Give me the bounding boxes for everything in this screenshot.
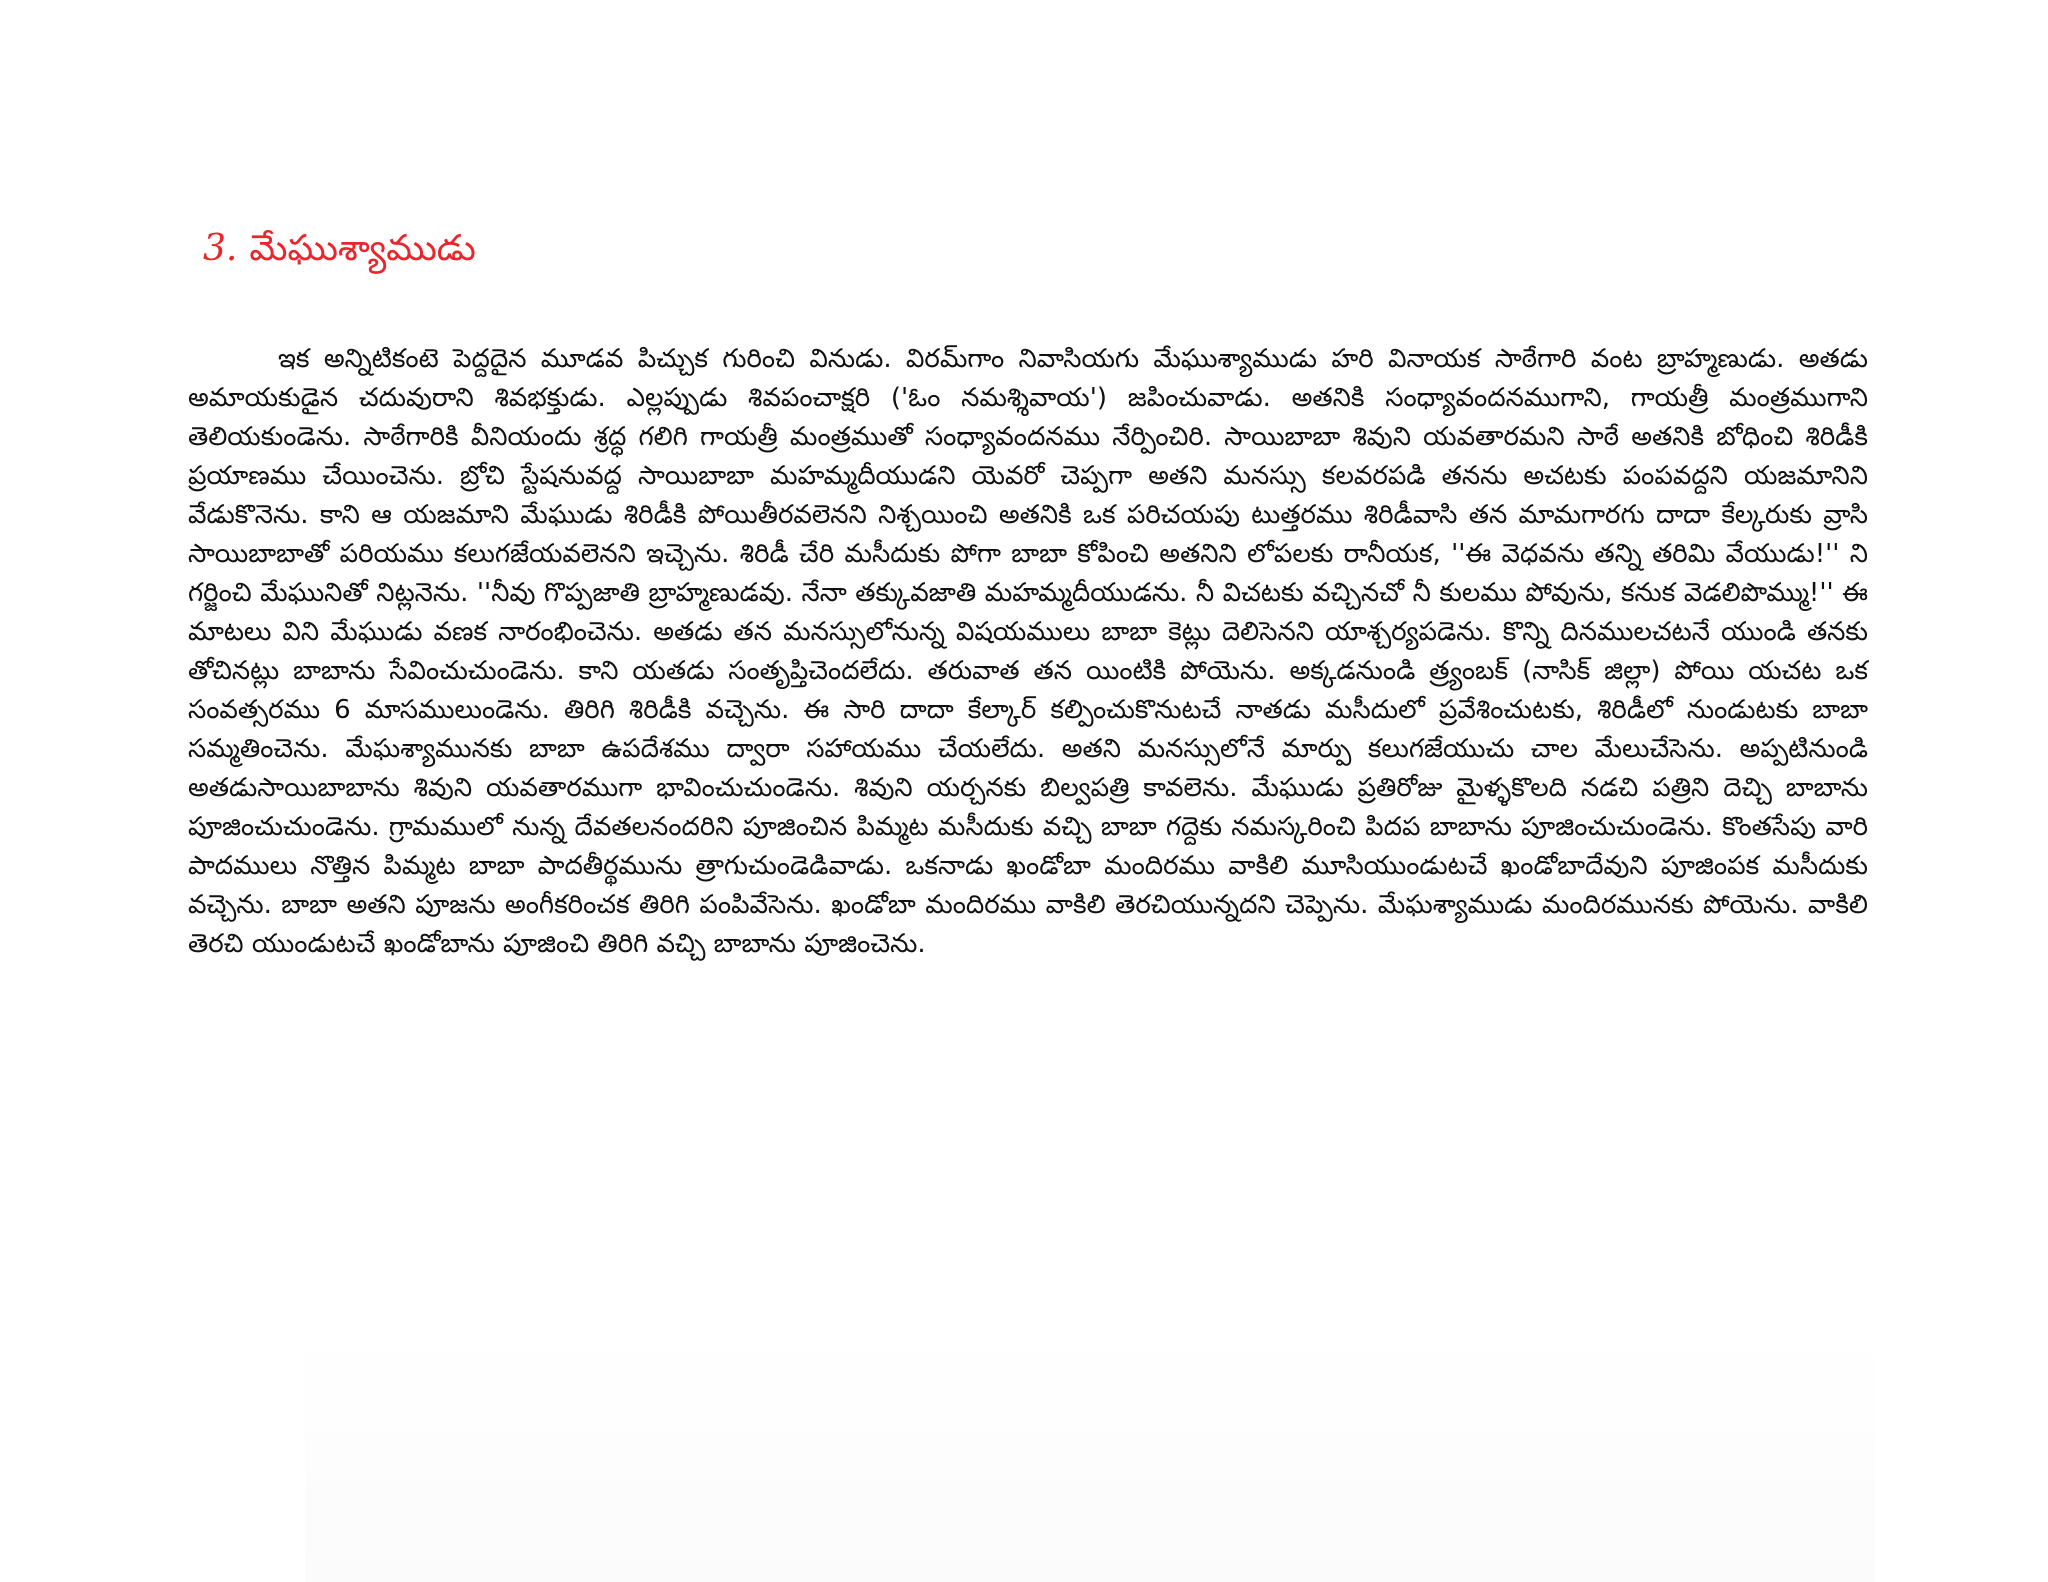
chapter-title: మేఘుశ్యాముడు — [249, 228, 476, 269]
body-paragraph: ఇక అన్నిటికంటె పెద్దదైన మూడవ పిచ్చుక గురించి వినుడు. విరమ్‌గాం నివాసియగు మేఘుశ్యాముడు హరి వినాయక సాఠేగారి వంట బ్రాహ్మణుడు. అతడు అమాయకుడైన చదువురాని శివభక్తుడు. ఎల్లప్పుడు శివపంచాక్షరి ('ఓం నమశ్శివాయ') జపించువాడు. అతనికి సంధ్యావందనముగాని, గాయత్రీ మంత్రముగాని తెలియకుండెను. సాఠేగారికి వీనియందు శ్రద్ధ గలిగి గాయత్రీ మంత్రముతో సంధ్యావందనము నేర్పించిరి. సాయిబాబా శివుని యవతారమని సాఠే అతనికి బోధించి శిరిడీకి ప్రయాణము చేయించెను. బ్రోచి స్టేషనువద్ద సాయిబాబా మహమ్మదీయుడని యెవరో చెప్పగా అతని మనస్సు కలవరపడి తనను అచటకు పంపవద్దని యజమానిని వేడుకొనెను. కాని ఆ యజమాని మేఘుడు శిరిడీకి పోయితీరవలెనని నిశ్చయించి అతనికి ఒక పరిచయపు టుత్తరము శిరిడీవాసి తన మామగారగు దాదా కేల్కరుకు వ్రాసి సాయిబాబాతో పరియము కలుగజేయవలెనని ఇచ్చెను. శిరిడీ చేరి మసీదుకు పోగా బాబా కోపించి అతనిని లోపలకు రానీయక, ''ఈ వెధవను తన్ని తరిమి వేయుడు!'' ని గర్జించి మేఘునితో నిట్లనెను. ''నీవు గొప్పజాతి బ్రాహ్మణుడవు. నేనా తక్కువజాతి మహమ్మదీయుడను. నీ విచటకు వచ్చినచో నీ కులము పోవును, కనుక వెడలిపొమ్ము!'' ఈ మాటలు విని మేఘుడు వణక నారంభించెను. అతడు తన మనస్సులోనున్న విషయములు బాబా కెట్లు దెలిసెనని యాశ్చర్యపడెను. కొన్ని దినములచటనే యుండి తనకు తోచినట్లు బాబాను సేవించుచుండెను. కాని యతడు సంతృప్తిచెందలేదు. తరువాత తన యింటికి పోయెను. అక్కడనుండి త్ర్యంబక్ (నాసిక్ జిల్లా) పోయి యచట ఒక సంవత్సరము 6 మాసములుండెను. తిరిగి శిరిడీకి వచ్చెను. ఈ సారి దాదా కేల్కార్ కల్పించుకొనుటచే నాతడు మసీదులో ప్రవేశించుటకు, శిరిడీలో నుండుటకు బాబా సమ్మతించెను. మేఘశ్యామునకు బాబా ఉపదేశము ద్వారా సహాయము చేయలేదు. అతని మనస్సులోనే మార్పు కలుగజేయుచు చాల మేలుచేసెను. అప్పటినుండి అతడుసాయిబాబాను శివుని యవతారముగా భావించుచుండెను. శివుని యర్చనకు బిల్వపత్రి కావలెను. మేఘుడు ప్రతిరోజు మైళ్ళకొలది నడచి పత్రిని దెచ్చి బాబాను పూజించుచుండెను. గ్రామములో నున్న దేవతలనందరిని పూజించిన పిమ్మట మసీదుకు వచ్చి బాబా గద్దెకు నమస్కరించి పిదప బాబాను పూజించుచుండెను. కొంతసేపు వారి పాదములు నొత్తిన పిమ్మట బాబా పాదతీర్థమును త్రాగుచుండెడివాడు. ఒకనాడు ఖండోబా మందిరము వాకిలి మూసియుండుటచే ఖండోబాదేవుని పూజింపక మసీదుకు వచ్చెను. బాబా అతని పూజను అంగీకరించక తిరిగి పంపివేసెను. ఖండోబా మందిరము వాకిలి తెరచియున్నదని చెప్పెను. మేఘశ్యాముడు మందిరమునకు పోయెను. వాకిలి తెరచి యుండుటచే ఖండోబాను పూజించి తిరిగి వచ్చి బాబాను పూజించెను. — [188, 344, 1868, 959]
page-shadow — [305, 1330, 1875, 1582]
chapter-number: 3. — [203, 228, 238, 269]
chapter-heading — [203, 228, 476, 278]
